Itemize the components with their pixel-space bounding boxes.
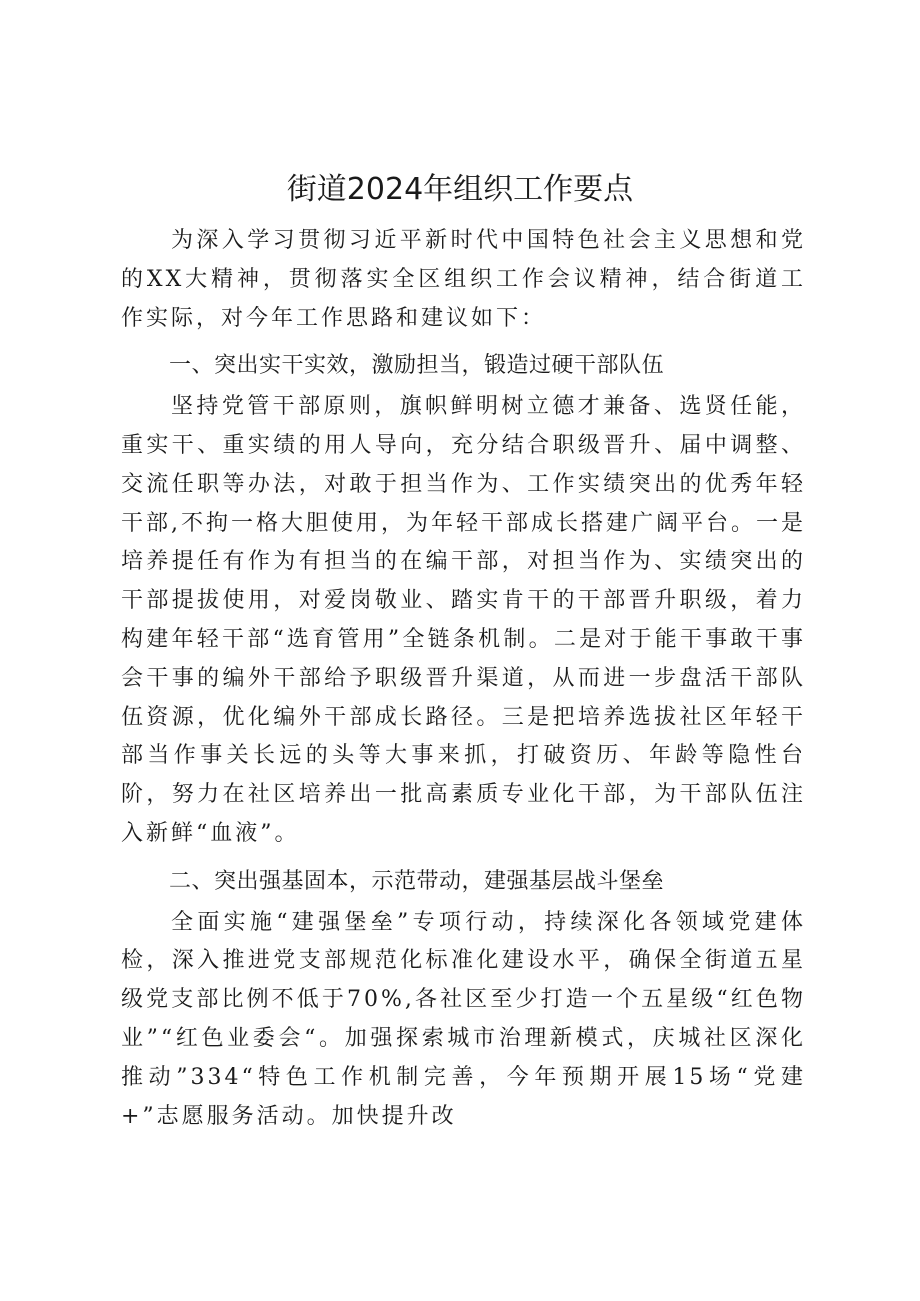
intro-paragraph: 为深入学习贯彻习近平新时代中国特色社会主义思想和党的XX大精神，贯彻落实全区组织工作会议精神，结合街道工作实际，对今年工作思路和建议如下： (121, 228, 806, 331)
document-title: 街道2024年组织工作要点 (286, 172, 634, 207)
section-2-paragraph: 全面实施“建强堡垒”专项行动，持续深化各领域党建体检，深入推进党支部规范化标准化建设水平，确保全街道五星级党支部比例不低于70%,各社区至少打造一个五星级“红色物业”“红色业委会“。加强探索城市治理新模式，庆城社区深化推动”334“特色工作机制完善，今年预期开展15场“党建+”志愿服务活动。加快提升改 (121, 909, 806, 1129)
section-1-heading: 一、突出实干实效，激励担当，锻造过硬干部队伍 (169, 353, 665, 379)
document-body (121, 222, 806, 1136)
section-1-paragraph: 坚持党管干部原则，旗帜鲜明树立德才兼备、选贤任能，重实干、重实绩的用人导向，充分结合职级晋升、届中调整、交流任职等办法，对敢于担当作为、工作实绩突出的优秀年轻干部,不拘一格大胆使用，为年轻干部成长搭建广阔平台。一是培养提任有作为有担当的在编干部，对担当作为、实绩突出的干部提拔使用，对爱岗敬业、踏实肯干的干部晋升职级，着力构建年轻干部“选育管用”全链条机制。二是对于能干事敢干事会干事的编外干部给予职级晋升渠道，从而进一步盘活干部队伍资源，优化编外干部成长路径。三是把培养选拔社区年轻干部当作事关长远的头等大事来抓，打破资历、年龄等隐性台阶，努力在社区培养出一批高素质专业化干部，为干部队伍注入新鲜“血液”。 (121, 394, 806, 846)
section-2-heading: 二、突出强基固本，示范带动，建强基层战斗堡垒 (169, 868, 665, 894)
